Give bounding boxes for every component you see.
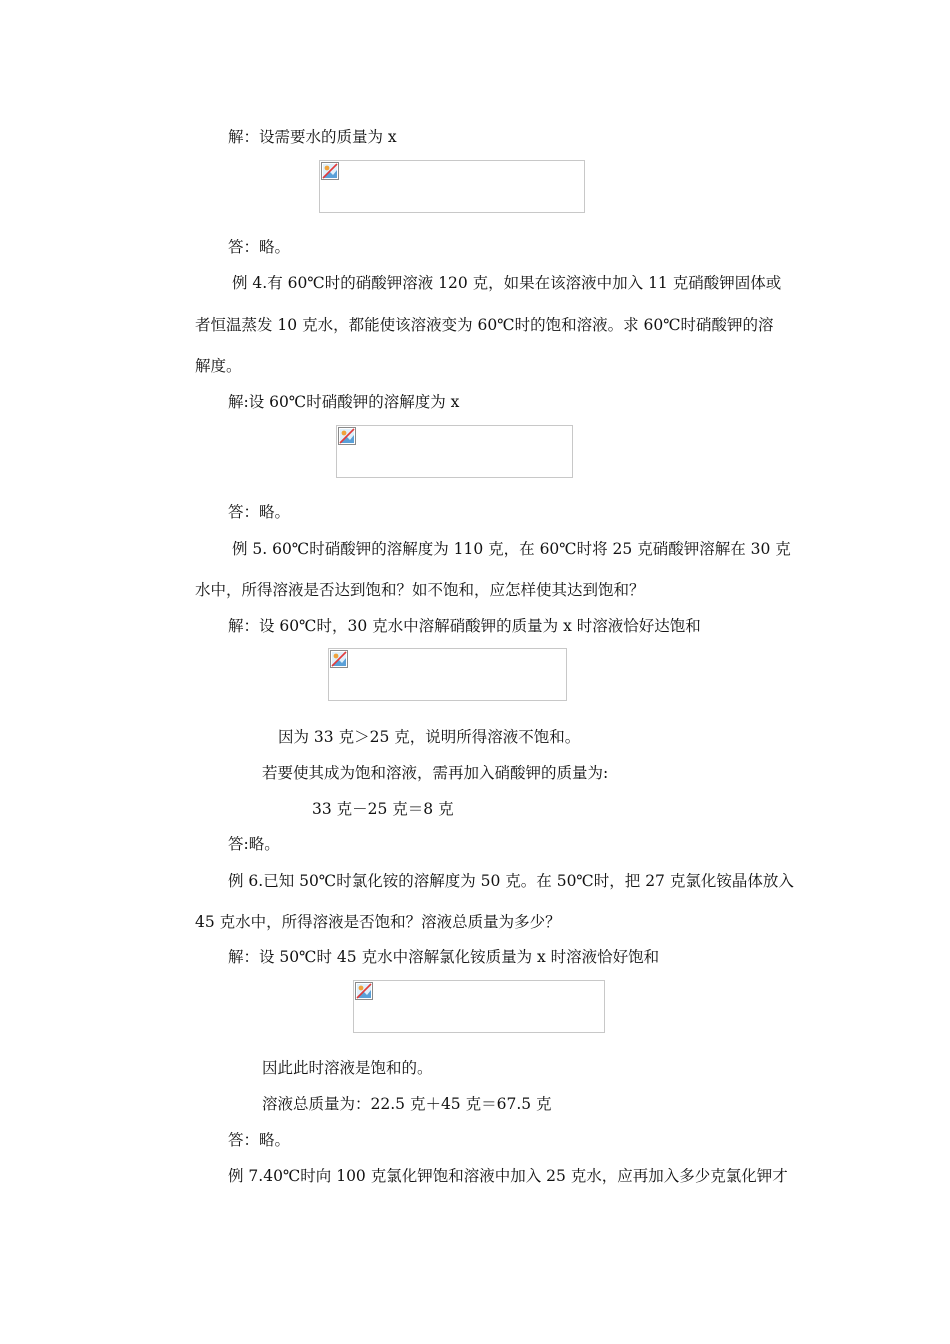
solution-line: 解：设 60℃时，30 克水中溶解硝酸钾的质量为 x 时溶液恰好达饱和 bbox=[228, 617, 701, 635]
calculation-line: 溶液总质量为：22.5 克＋45 克＝67.5 克 bbox=[262, 1095, 552, 1113]
example-4-line-3: 解度。 bbox=[195, 357, 242, 375]
formula-image-placeholder bbox=[319, 160, 585, 213]
example-5-line-2: 水中，所得溶液是否达到饱和？如不饱和，应怎样使其达到饱和？ bbox=[195, 581, 645, 599]
example-6-line-2: 45 克水中，所得溶液是否饱和？溶液总质量为多少？ bbox=[195, 913, 561, 931]
answer-line: 答：略。 bbox=[228, 238, 291, 256]
answer-line: 答:略。 bbox=[228, 835, 280, 853]
answer-line: 答：略。 bbox=[228, 503, 291, 521]
formula-image-placeholder bbox=[353, 980, 605, 1033]
reasoning-line: 因为 33 克＞25 克，说明所得溶液不饱和。 bbox=[278, 728, 581, 746]
answer-line: 答：略。 bbox=[228, 1131, 291, 1149]
solution-line: 解：设需要水的质量为 x bbox=[228, 128, 397, 146]
formula-image-placeholder bbox=[328, 648, 567, 701]
broken-image-icon bbox=[330, 650, 348, 668]
solution-line: 解:设 60℃时硝酸钾的溶解度为 x bbox=[228, 393, 460, 411]
solution-line: 解：设 50℃时 45 克水中溶解氯化铵质量为 x 时溶液恰好饱和 bbox=[228, 948, 660, 966]
example-7-line-1: 例 7.40℃时向 100 克氯化钾饱和溶液中加入 25 克水，应再加入多少克氯化钾才 bbox=[228, 1167, 788, 1185]
reasoning-line: 若要使其成为饱和溶液，需再加入硝酸钾的质量为: bbox=[262, 764, 609, 782]
reasoning-line: 因此此时溶液是饱和的。 bbox=[262, 1059, 433, 1077]
example-5-line-1: 例 5. 60℃时硝酸钾的溶解度为 110 克，在 60℃时将 25 克硝酸钾溶解在 30 克 bbox=[232, 540, 791, 558]
broken-image-icon bbox=[321, 162, 339, 180]
broken-image-icon bbox=[338, 427, 356, 445]
example-4-line-2: 者恒温蒸发 10 克水，都能使该溶液变为 60℃时的饱和溶液。求 60℃时硝酸钾的溶 bbox=[195, 316, 774, 334]
broken-image-icon bbox=[355, 982, 373, 1000]
example-6-line-1: 例 6.已知 50℃时氯化铵的溶解度为 50 克。在 50℃时，把 27 克氯化铵晶体放入 bbox=[228, 872, 794, 890]
formula-image-placeholder bbox=[336, 425, 573, 478]
example-4-line-1: 例 4.有 60℃时的硝酸钾溶液 120 克，如果在该溶液中加入 11 克硝酸钾固体或 bbox=[232, 274, 782, 292]
calculation-line: 33 克－25 克＝8 克 bbox=[312, 800, 454, 818]
